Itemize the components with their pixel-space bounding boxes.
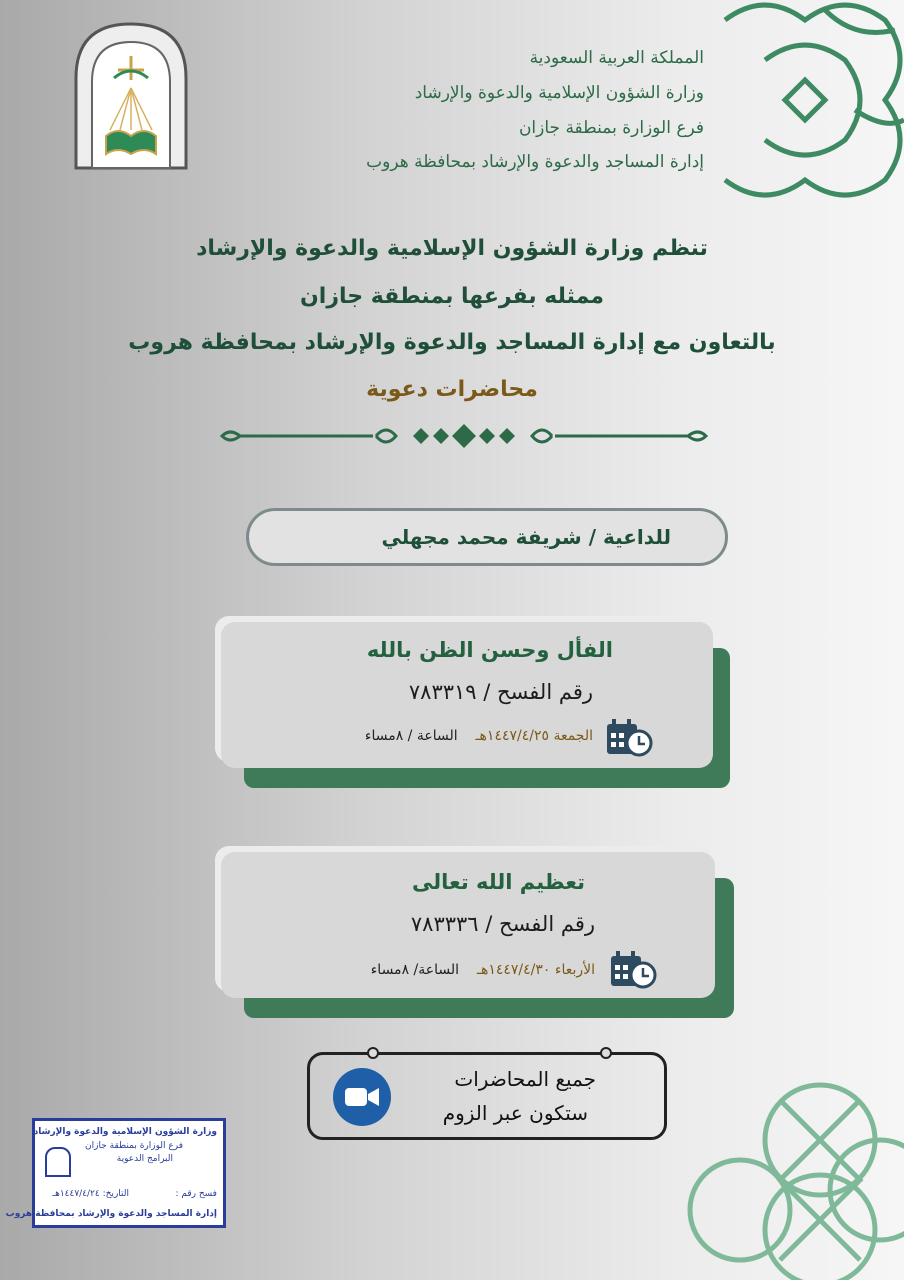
zoom-notice-box [307,1052,667,1140]
approval-stamp [5,1118,226,1228]
stamp-date: التاريخ: ١٤٤٧/٤/٢٤هـ [52,1189,129,1199]
lecture-date-time [365,728,593,744]
speaker-pill [246,508,728,566]
lecture-card-1 [221,622,713,768]
header-branch: فرع الوزارة بمنطقة جازان [518,118,704,138]
zoom-box-dot [367,1047,379,1059]
event-type: محاضرات دعوية [366,377,538,402]
stamp-logo [45,1147,71,1177]
lecture-time: الساعة / ٨مساء [364,728,458,744]
islamic-pattern-bottom-right [680,1060,904,1280]
calendar-clock-icon [609,950,657,994]
lecture-card-2 [221,852,715,998]
speaker-label: للداعية / شريفة محمد مجهلي [381,525,671,549]
intro-line-3: بالتعاون مع إدارة المساجد والدعوة والإرشاد بمحافظة هروب [128,330,776,355]
lecture-date-time [371,962,595,978]
lecture-permit-number: رقم الفسح / ٧٨٣٣٣٦ [410,912,595,936]
stamp-footer: إدارة المساجد والدعوة والإرشاد بمحافظة هروب [5,1209,217,1219]
stamp-line-2: فرع الوزارة بمنطقة جازان [85,1141,183,1151]
intro-line-1: تنظم وزارة الشؤون الإسلامية والدعوة والإرشاد [196,236,708,261]
ornament-divider [218,420,710,452]
stamp-permit-label: فسح رقم : [175,1189,217,1199]
lecture-permit-number: رقم الفسح / ٧٨٣٣١٩ [408,680,593,704]
ministry-logo [70,18,192,170]
lecture-title: الفأل وحسن الظن بالله [366,638,613,662]
stamp-line-3: البرامج الدعوية [116,1154,173,1164]
zoom-box-dot [600,1047,612,1059]
intro-line-2: ممثله بفرعها بمنطقة جازان [300,284,604,309]
lecture-title: تعظيم الله تعالى [411,870,585,894]
zoom-line-2: ستكون عبر الزوم [442,1101,588,1125]
zoom-video-icon [332,1067,392,1131]
header-department: إدارة المساجد والدعوة والإرشاد بمحافظة هروب [366,152,704,172]
islamic-pattern-top-right [705,0,904,200]
zoom-line-1: جميع المحاضرات [454,1067,596,1091]
calendar-clock-icon [605,718,653,762]
stamp-line-1: وزارة الشؤون الإسلامية والدعوة والإرشاد [33,1127,217,1137]
lecture-time: الساعة/ ٨مساء [370,962,460,978]
lecture-date: الجمعة ١٤٤٧/٤/٢٥هـ [475,728,593,744]
header-ministry: وزارة الشؤون الإسلامية والدعوة والإرشاد [414,83,704,103]
header-kingdom: المملكة العربية السعودية [529,48,704,68]
lecture-date: الأربعاء ١٤٤٧/٤/٣٠هـ [476,962,595,978]
